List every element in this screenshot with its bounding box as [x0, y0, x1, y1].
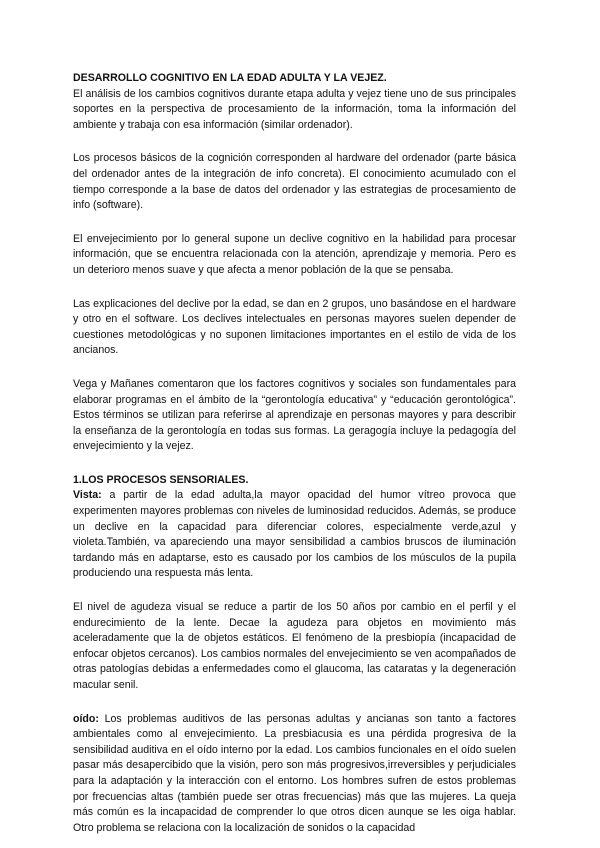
intro-paragraph-4: Las explicaciones del declive por la edad, se dan en 2 grupos, uno basándose en el hardware y otro en el software. Los declives intelectuales en personas mayores suelen depender de cuestiones metodológicas y no suponen limitaciones importantes en el estilo de vida de los ancianos. [73, 297, 516, 357]
oido-paragraph [73, 712, 516, 837]
oido-label: oído: [73, 712, 99, 725]
intro-paragraph-5: Vega y Mañanes comentaron que los factores cognitivos y sociales son fundamentales para elaborar programas en el ámbito de la “gerontología educativa” y “educación gerontológica”. Estos términos se utilizan para referirse al aprendizaje en personas mayores y para describir la enseñanza de la gerontología en todas sus formas. La geragogía incluye la pedagogía del envejecimiento y la vejez. [73, 377, 516, 453]
agudeza-paragraph: El nivel de agudeza visual se reduce a partir de los 50 años por cambio en el perfil y el endurecimiento de la lente. Decae la agudeza para objetos en movimiento más aceleradamente que la de objetos estáticos. El fenómeno de la presbiopía (incapacidad de enfocar objetos cercanos). Los cambios normales del envejecimiento se ven acompañados de otras patologías debidas a enfermedades como el glaucoma, las cataratas y la degeneración macular senil. [73, 601, 516, 691]
vista-text: a partir de la edad adulta,la mayor opacidad del humor vítreo provoca que experimenten mayores problemas con niveles de luminosidad reducidos. Además, se produce un declive en la capacidad para diferenciar colores, especialmente verde,azul y violeta.También, va apareciendo una mayor sensibilidad a cambios bruscos de iluminación tardando más en adaptarse, esto es causado por los cambios de los músculos de la pupila produciendo una respuesta más lenta. [73, 489, 516, 580]
document-title: DESARROLLO COGNITIVO EN LA EDAD ADULTA Y LA VEJEZ. [73, 72, 387, 84]
intro-paragraph-2: Los procesos básicos de la cognición corresponden al hardware del ordenador (parte básica del ordenador antes de la integración de info concreta). El conocimiento acumulado con el tiempo corresponde a la base de datos del ordenador y las estrategias de procesamiento de info (software). [73, 152, 516, 212]
section-heading: 1.LOS PROCESOS SENSORIALES. [73, 473, 249, 486]
oido-text: Los problemas auditivos de las personas adultas y ancianas son tanto a factores ambientales como al envejecimiento. La presbiacusia es una pérdida progresiva de la sensibilidad auditiva en el oído interno por la edad. Los cambios funcionales en el oído suelen pasar más desapercibido que la visión, pero son más progresivos,irreversibles y perjudiciales para la adaptación y la interacción con el entorno. Los hombres sufren de estos problemas por frecuencias altas (también puede ser otras frecuencias) más que las mujeres. La queja más común es la incapacidad de comprender lo que otros dicen aunque se les oiga hablar. Otro problema se relaciona con la localización de sonidos o la capacidad [73, 712, 516, 834]
vista-label: Vista: [73, 489, 102, 502]
vista-paragraph [73, 488, 516, 582]
intro-paragraph-1: El análisis de los cambios cognitivos durante etapa adulta y vejez tiene uno de sus principales soportes en la perspectiva de procesamiento de la información, toma la información del ambiente y trabaja con esa información (similar ordenador). [73, 87, 516, 131]
intro-paragraph-3: El envejecimiento por lo general supone un declive cognitivo en la habilidad para procesar información, que se encuentra relacionada con la atención, aprendizaje y memoria. Pero es un deterioro menos suave y que afecta a menor población de la que se pensaba. [73, 232, 516, 276]
